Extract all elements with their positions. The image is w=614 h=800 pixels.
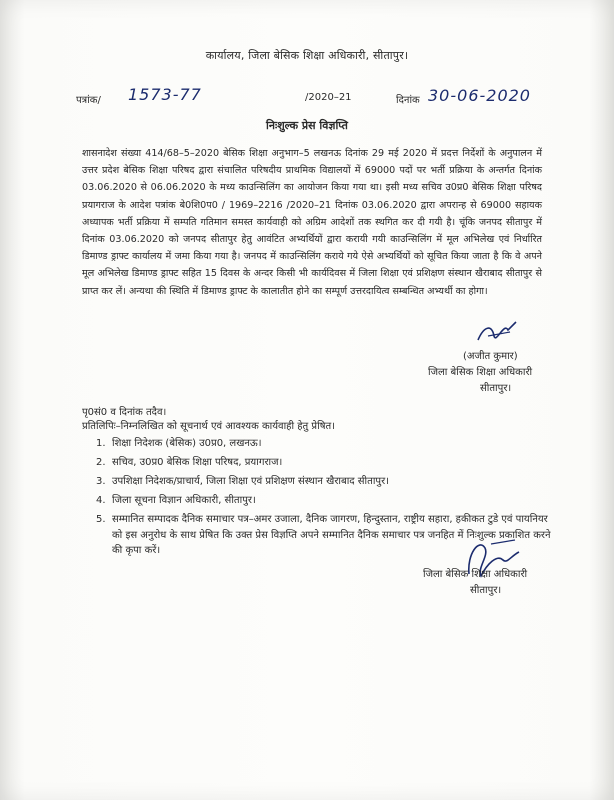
- list-item: 4. जिला सूचना विज्ञान अधिकारी, सीतापुर।: [96, 495, 256, 506]
- copy-signatory-place: सीतापुर।: [470, 585, 502, 596]
- list-item: 5. सम्मानित सम्पादक दैनिक समाचार पत्र–अमर उजाला, दैनिक जागरण, हिन्दुस्तान, राष्ट्रीय सहारा, हकीकत टुडे एवं पायनियर को इस अनुरोध के साथ प्रेषित कि उक्त प्रेस विज्ञप्ति अपने सम्मानित दैनिक समाचार पत्र जनहित में निःशुल्क प्रकाशित करने की कृपा करें।: [96, 514, 551, 556]
- copy-intro: प्रतिलिपिः–निम्नलिखित को सूचनार्थ एवं आवश्यक कार्यवाही हेतु प्रेषित।: [82, 421, 335, 432]
- copy-signatory-designation: जिला बेसिक शिक्षा अधिकारी: [423, 569, 528, 580]
- signatory-name: (अजीत कुमार): [463, 351, 518, 362]
- signatory-designation: जिला बेसिक शिक्षा अधिकारी: [428, 367, 533, 378]
- body-paragraph: शासनादेश संख्या 414/68–5–2020 बेसिक शिक्षा अनुभाग–5 लखनऊ दिनांक 29 मई 2020 में प्रदत्त निर्देशों के अनुपालन में उत्तर प्रदेश बेसिक शिक्षा परिषद द्वारा संचालित परिषदीय प्राथमिक विद्यालयों में 69000 पदों पर भर्ती प्रक्रिया के अन्तर्गत दिनांक 03.06.2020 से 06.06.2020 के मध्य काउन्सिलिंग का आयोजन किया गया था। इसी मध्य सचिव उ0प्र0 बेसिक शिक्षा परिषद प्रयागराज के आदेश पत्रांक बे0शि0प0 / 1969–2216 /2020–21 दिनांक 03.06.2020 द्वारा अपरान्ह से 69000 सहायक अध्यापक भर्ती प्रक्रिया में सम्पति गतिमान समस्त कार्यवाही को अग्रिम आदेशों तक स्थगित कर दी गयी है। चूंकि जनपद सीतापुर में दिनांक 03.06.2020 को जनपद सीतापुर हेतु आवंटित अभ्यर्थियों द्वारा करायी गयी काउन्सिलिंग में मूल अभिलेख एवं निर्धारित डिमाण्ड ड्राफ्ट कार्यालय में जमा किया गया है। जनपद में काउन्सिलिंग कराये गये ऐसे अभ्यर्थियों को सूचित किया जाता है कि वे अपने मूल अभिलेख डिमाण्ड ड्राफ्ट सहित 15 दिवस के अन्दर किसी भी कार्यदिवस में जिला शिक्षा एवं प्रशिक्षण संस्थान खैराबाद सीतापुर से प्राप्त कर लें। अन्यथा की स्थिति में डिमाण्ड ड्राफ्ट के कालातीत होने का सम्पूर्ण उत्तरदायित्व सम्बन्धित अभ्यर्थी का होगा।: [82, 148, 542, 297]
- office-heading: कार्यालय, जिला बेसिक शिक्षा अधिकारी, सीतापुर।: [205, 49, 409, 62]
- reference-label: पत्रांक/: [76, 95, 101, 106]
- copy-reference: पृ0सं0 व दिनांक तदैव।: [82, 407, 167, 418]
- document-title: निःशुल्क प्रेस विज्ञप्ति: [266, 119, 348, 132]
- list-item: 2. सचिव, उ0प्र0 बेसिक शिक्षा परिषद, प्रयागराज।: [96, 457, 283, 468]
- signature-mark: [474, 318, 520, 348]
- list-item: 1. शिक्षा निदेशक (बेसिक) उ0प्र0, लखनऊ।: [96, 438, 262, 449]
- list-item: 3. उपशिक्षा निदेशक/प्राचार्य, जिला शिक्षा एवं प्रशिक्षण संस्थान खैराबाद सीतापुर।: [96, 476, 389, 487]
- date-label: दिनांक: [396, 95, 420, 106]
- reference-year: /2020–21: [305, 92, 352, 103]
- reference-number: 1573-77: [128, 85, 202, 104]
- signatory-place: सीतापुर।: [480, 383, 512, 394]
- date-value: 30-06-2020: [428, 86, 531, 105]
